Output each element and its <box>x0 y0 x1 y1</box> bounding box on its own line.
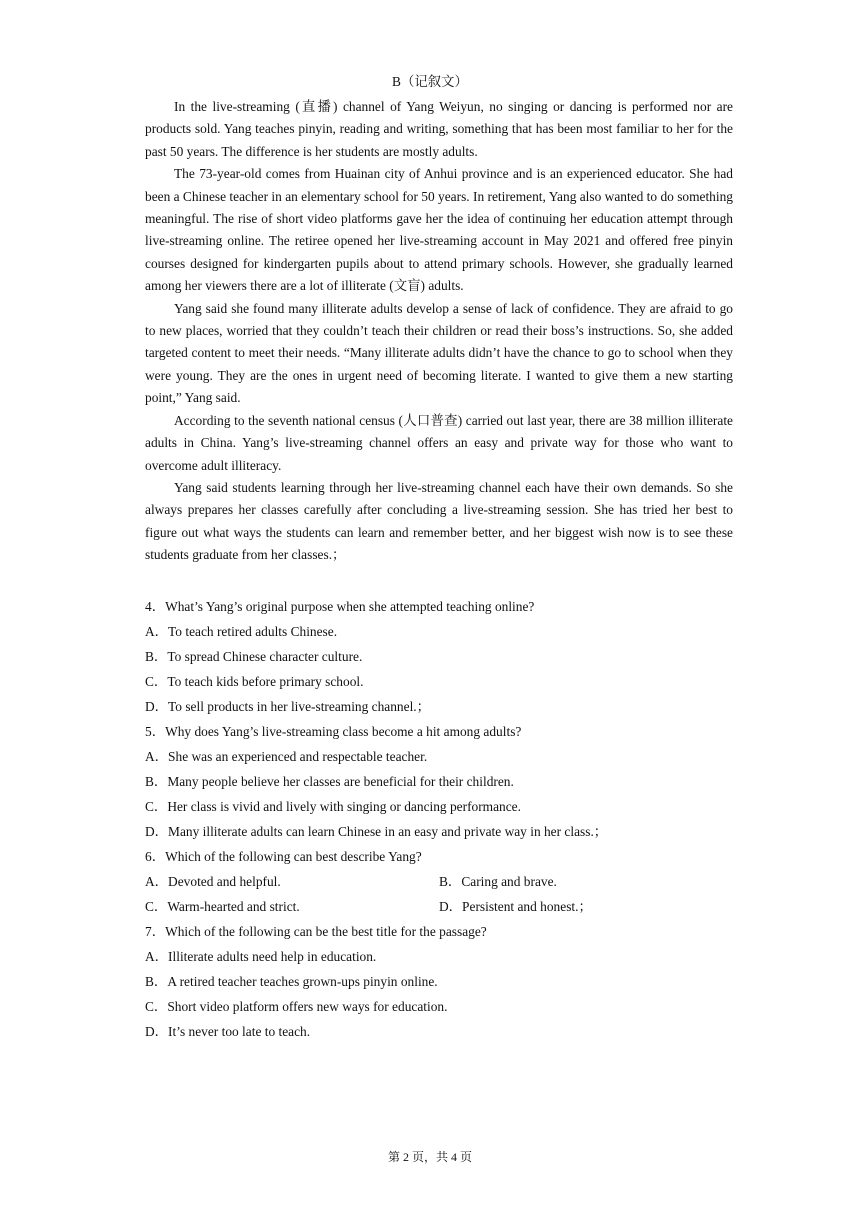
question-7-stem: 7．Which of the following can be the best title for the passage? <box>145 924 487 939</box>
question-6-option-a: A．Devoted and helpful. <box>145 874 281 889</box>
question-6-stem: 6．Which of the following can best describe Yang? <box>145 849 422 864</box>
question-4-option-b: B．To spread Chinese character culture. <box>145 649 363 664</box>
question-7-option-a: A．Illiterate adults need help in education. <box>145 949 377 964</box>
question-6-options-row-1 <box>145 869 733 894</box>
question-6-option-c: C．Warm-hearted and strict. <box>145 899 300 914</box>
reading-passage <box>145 96 733 567</box>
question-4-option-d: D．To sell products in her live-streaming channel.； <box>145 699 431 714</box>
section-title: B（记叙文） <box>392 74 468 89</box>
passage-paragraph-3: Yang said she found many illiterate adults develop a sense of lack of confidence. They are afraid to go to new places, worried that they couldn’t teach their children or read their boss’s instructions. So, she added targeted content to meet their needs. “Many illiterate adults didn’t have the chance to go to school when they were young. They are the ones in urgent need of becoming literate. I wanted to give them a new starting point,” Yang said. <box>145 300 733 406</box>
question-6-options-row-2 <box>145 894 733 919</box>
passage-paragraph-1: In the live-streaming (直播) channel of Yang Weiyun, no singing or dancing is performed nor are products sold. Yang teaches pinyin, reading and writing, something that has been most familiar to her for the past 50 years. The difference is her students are mostly adults. <box>145 99 733 159</box>
question-7-option-d: D．It’s never too late to teach. <box>145 1024 311 1039</box>
question-5-option-c: C．Her class is vivid and lively with singing or dancing performance. <box>145 799 521 814</box>
page-number-footer: 第 2 页，共 4 页 <box>387 1150 472 1164</box>
question-list <box>145 594 733 1044</box>
passage-paragraph-2: The 73-year-old comes from Huainan city of Anhui province and is an experienced educator. She had been a Chinese teacher in an elementary school for 50 years. In retirement, Yang also wanted to do something meaningful. The rise of short video platforms gave her the idea of continuing her education attempt through live-streaming online. The retiree opened her live-streaming account in May 2021 and offered free pinyin courses designed for kindergarten pupils about to attend primary schools. However, she gradually learned among her viewers there are a lot of illiterate (文盲) adults. <box>145 166 733 294</box>
passage-paragraph-4: According to the seventh national census (人口普查) carried out last year, there are 38 million illiterate adults in China. Yang’s live-streaming channel offers an easy and private way for those who want to overcome adult illiteracy. <box>145 412 733 473</box>
question-5-option-a: A．She was an experienced and respectable teacher. <box>145 749 428 764</box>
question-4-option-c: C．To teach kids before primary school. <box>145 674 364 689</box>
question-5-option-b: B．Many people believe her classes are beneficial for their children. <box>145 774 514 789</box>
question-6-option-d: D．Persistent and honest.； <box>439 899 592 914</box>
question-4-option-a: A．To teach retired adults Chinese. <box>145 624 338 639</box>
question-6-option-b: B．Caring and brave. <box>439 874 557 889</box>
question-5-stem: 5．Why does Yang’s live-streaming class become a hit among adults? <box>145 724 522 739</box>
question-5-option-d: D．Many illiterate adults can learn Chinese in an easy and private way in her class.； <box>145 824 608 839</box>
question-7-option-b: B．A retired teacher teaches grown-ups pinyin online. <box>145 974 438 989</box>
question-4-stem: 4．What’s Yang’s original purpose when she attempted teaching online? <box>145 599 535 614</box>
passage-paragraph-5: Yang said students learning through her live-streaming channel each have their own demands. So she always prepares her classes carefully after concluding a live-streaming session. She has tried her best to figure out what ways the students can learn and remember better, and her biggest wish now is to see these students graduate from her classes.； <box>145 479 733 563</box>
question-7-option-c: C．Short video platform offers new ways for education. <box>145 999 448 1014</box>
